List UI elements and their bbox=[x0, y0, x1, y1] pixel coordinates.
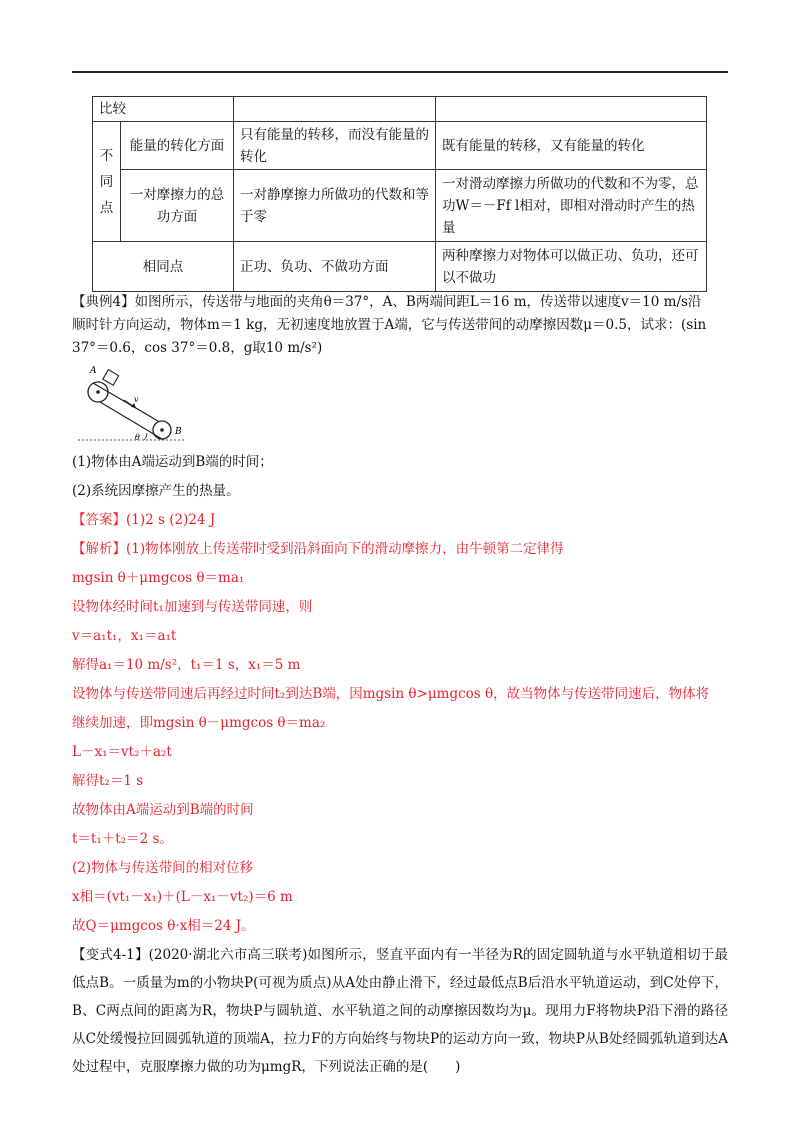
main-content bbox=[72, 291, 728, 1081]
label-v: v bbox=[134, 395, 139, 404]
label-B: B bbox=[175, 427, 182, 437]
comparison-table bbox=[92, 96, 707, 292]
static-work: 一对静摩擦力所做功的代数和等于零 bbox=[234, 170, 436, 242]
analysis-line-1: 【解析】(1)物体刚放上传送带时受到沿斜面向下的滑动摩擦力，由牛顿第二定律得 bbox=[72, 541, 564, 557]
diff-label: 不同点 bbox=[93, 122, 121, 242]
analysis-line-5: 解得a₁＝10 m/s²，t₁＝1 s，x₁＝5 m bbox=[72, 657, 301, 673]
question-1: (1)物体由A端运动到B端的时间； bbox=[72, 454, 273, 470]
same-label: 相同点 bbox=[93, 242, 234, 292]
analysis-line-14: 故Q＝μmgcos θ·x相＝24 J。 bbox=[72, 918, 255, 934]
aspect-work: 一对摩擦力的总功方面 bbox=[121, 170, 234, 242]
analysis-line-9: 解得t₂＝1 s bbox=[72, 773, 144, 789]
example-line-1: 【典例4】如图所示，传送带与地面的夹角θ＝37°，A、B两端间距L＝16 m，传送带以速度v＝10 m/s沿 bbox=[72, 294, 702, 310]
example-line-2: 顺时针方向运动，物体m＝1 kg，无初速度地放置于A端，它与传送带间的动摩擦因数μ＝0.5，试求：(sin bbox=[72, 317, 707, 333]
analysis-line-10: 故物体由A端运动到B端的时间 bbox=[72, 802, 254, 818]
analysis-line-4: v＝a₁t₁，x₁＝a₁t bbox=[72, 628, 177, 644]
analysis-line-7: 继续加速，即mgsin θ－μmgcos θ＝ma₂ bbox=[72, 715, 326, 731]
header-rule bbox=[72, 71, 728, 73]
conveyor-diagram bbox=[78, 362, 188, 446]
variant-tag: 【变式4-1】 bbox=[72, 947, 149, 963]
label-theta: θ bbox=[135, 433, 140, 442]
same-static: 正功、负功、不做功方面 bbox=[234, 242, 436, 292]
analysis-line-12: (2)物体与传送带间的相对位移 bbox=[72, 860, 254, 876]
static-energy: 只有能量的转移，而没有能量的转化 bbox=[234, 122, 436, 170]
analysis-line-8: L－x₁＝vt₂＋a₂t bbox=[72, 744, 172, 760]
analysis-line-2: mgsin θ＋μmgcos θ＝ma₁ bbox=[72, 570, 245, 586]
analysis-line-3: 设物体经时间t₁加速到与传送带同速，则 bbox=[72, 599, 313, 615]
conveyor-figure bbox=[72, 360, 728, 448]
table-header-compare: 比较 bbox=[93, 97, 234, 122]
label-A: A bbox=[90, 366, 97, 376]
analysis-line-11: t＝t₁＋t₂＝2 s。 bbox=[72, 831, 173, 847]
example-tag: 【典例4】 bbox=[72, 294, 135, 310]
sliding-work: 一对滑动摩擦力所做功的代数和不为零，总功W＝－Ff l相对，即相对滑动时产生的热量 bbox=[436, 170, 707, 242]
analysis-line-6: 设物体与传送带同速后再经过时间t₂到达B端，因mgsin θ>μmgcos θ，故当物体与传送带同速后，物体将 bbox=[72, 686, 710, 702]
analysis-line-13: x相＝(vt₁－x₁)＋(L－x₁－vt₂)＝6 m bbox=[72, 889, 293, 905]
answer-line: 【答案】(1)2 s (2)24 J bbox=[72, 512, 216, 528]
aspect-energy: 能量的转化方面 bbox=[121, 122, 234, 170]
question-2: (2)系统因摩擦产生的热量。 bbox=[72, 483, 240, 499]
variant-paragraph: 【变式4-1】(2020·湖北六市高三联考)如图所示，竖直平面内有一半径为R的固定圆轨道与水平轨道相切于最低点B。一质量为m的小物块P(可视为质点)从A处由静止滑下，经过最低点B后沿水平轨道运动，到C处停下，B、C两点间的距离为R，物块P与圆轨道、水平轨道之间的动摩擦因数均为μ。现用力F将物块P沿下滑的路径从C处缓慢拉回圆弧轨道的顶端A，拉力F的方向始终与物块P的运动方向一致，物块P从B处经圆弧轨道到达A处过程中，克服摩擦力做的功为μmgR，下列说法正确的是( ) bbox=[72, 947, 728, 1075]
example-line-3: 37°＝0.6，cos 37°＝0.8，g取10 m/s²) bbox=[72, 340, 323, 356]
sliding-energy: 既有能量的转移，又有能量的转化 bbox=[436, 122, 707, 170]
same-sliding: 两种摩擦力对物体可以做正功、负功，还可以不做功 bbox=[436, 242, 707, 292]
